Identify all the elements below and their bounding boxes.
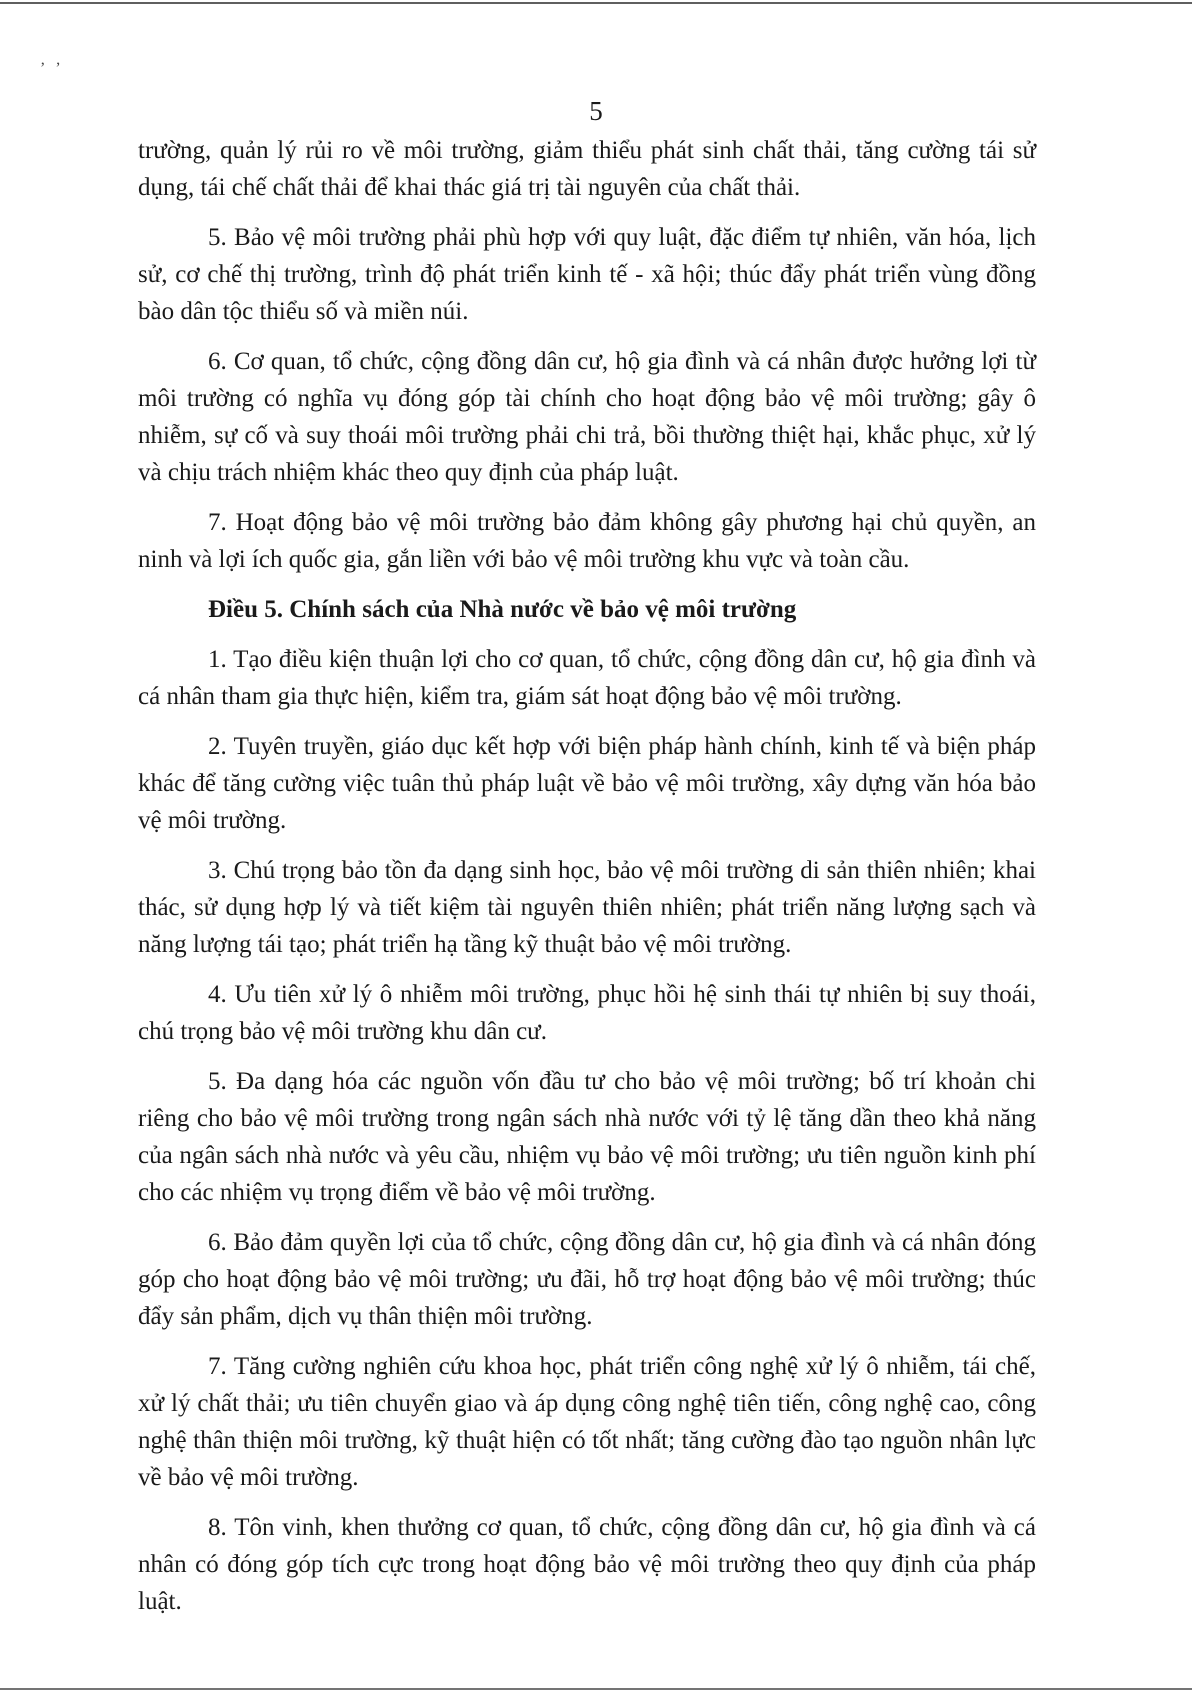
page-number: 5 [589,96,603,126]
principle-5: 5. Bảo vệ môi trường phải phù hợp với quy luật, đặc điểm tự nhiên, văn hóa, lịch sử, cơ chế thị trường, trình độ phát triển kinh tế - xã hội; thúc đẩy phát triển vùng đồng bào dân tộc thiểu số và miền núi. [138,224,1036,325]
principle-7: 7. Hoạt động bảo vệ môi trường bảo đảm không gây phương hại chủ quyền, an ninh và lợi ích quốc gia, gắn liền với bảo vệ môi trường khu vực và toàn cầu. [138,509,1036,573]
scan-edge-bottom [0,1688,1192,1690]
scan-specks: ʼ ʼ [40,60,64,77]
continuation-paragraph: trường, quản lý rủi ro về môi trường, giảm thiểu phát sinh chất thải, tăng cường tái sử dụng, tái chế chất thải để khai thác giá trị tài nguyên của chất thải. [138,137,1036,201]
article-5-item-7: 7. Tăng cường nghiên cứu khoa học, phát triển công nghệ xử lý ô nhiễm, tái chế, xử lý chất thải; ưu tiên chuyển giao và áp dụng công nghệ tiên tiến, công nghệ cao, công nghệ thân thiện môi trường, kỹ thuật hiện có tốt nhất; tăng cường đào tạo nguồn nhân lực về bảo vệ môi trường. [138,1353,1036,1491]
principle-6: 6. Cơ quan, tổ chức, cộng đồng dân cư, hộ gia đình và cá nhân được hưởng lợi từ môi trường có nghĩa vụ đóng góp tài chính cho hoạt động bảo vệ môi trường; gây ô nhiễm, sự cố và suy thoái môi trường phải chi trả, bồi thường thiệt hại, khắc phục, xử lý và chịu trách nhiệm khác theo quy định của pháp luật. [138,348,1036,486]
article-5-item-8: 8. Tôn vinh, khen thưởng cơ quan, tổ chức, cộng đồng dân cư, hộ gia đình và cá nhân có đóng góp tích cực trong hoạt động bảo vệ môi trường theo quy định của pháp luật. [138,1514,1036,1615]
article-5-item-5: 5. Đa dạng hóa các nguồn vốn đầu tư cho bảo vệ môi trường; bố trí khoản chi riêng cho bảo vệ môi trường trong ngân sách nhà nước với tỷ lệ tăng dần theo khả năng của ngân sách nhà nước và yêu cầu, nhiệm vụ bảo vệ môi trường; ưu tiên nguồn kinh phí cho các nhiệm vụ trọng điểm về bảo vệ môi trường. [138,1068,1036,1206]
article-5-item-4: 4. Ưu tiên xử lý ô nhiễm môi trường, phục hồi hệ sinh thái tự nhiên bị suy thoái, chú trọng bảo vệ môi trường khu dân cư. [138,981,1036,1045]
document-body [138,132,1036,1633]
article-5-item-3: 3. Chú trọng bảo tồn đa dạng sinh học, bảo vệ môi trường di sản thiên nhiên; khai thác, sử dụng hợp lý và tiết kiệm tài nguyên thiên nhiên; phát triển năng lượng sạch và năng lượng tái tạo; phát triển hạ tầng kỹ thuật bảo vệ môi trường. [138,857,1036,958]
article-5-item-2: 2. Tuyên truyền, giáo dục kết hợp với biện pháp hành chính, kinh tế và biện pháp khác để tăng cường việc tuân thủ pháp luật về bảo vệ môi trường, xây dựng văn hóa bảo vệ môi trường. [138,733,1036,834]
article-5-item-1: 1. Tạo điều kiện thuận lợi cho cơ quan, tổ chức, cộng đồng dân cư, hộ gia đình và cá nhân tham gia thực hiện, kiểm tra, giám sát hoạt động bảo vệ môi trường. [138,646,1036,710]
scan-edge-top [0,2,1192,4]
article-5-heading: Điều 5. Chính sách của Nhà nước về bảo vệ môi trường [208,596,797,623]
article-5-item-6: 6. Bảo đảm quyền lợi của tổ chức, cộng đồng dân cư, hộ gia đình và cá nhân đóng góp cho hoạt động bảo vệ môi trường; ưu đãi, hỗ trợ hoạt động bảo vệ môi trường; thúc đẩy sản phẩm, dịch vụ thân thiện môi trường. [138,1229,1036,1330]
